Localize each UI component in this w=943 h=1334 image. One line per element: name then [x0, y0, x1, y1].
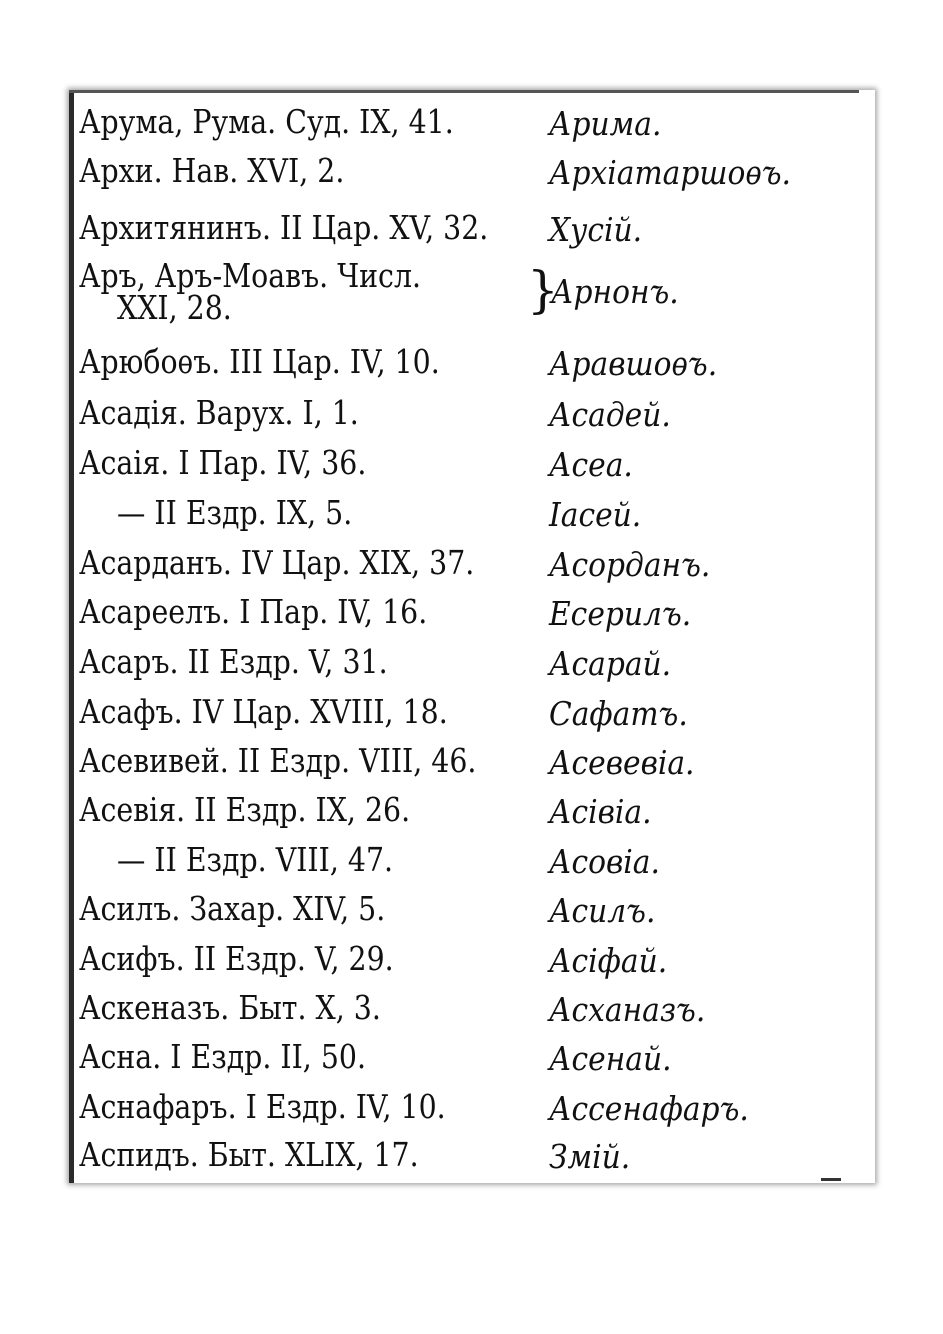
entry-slavonic: Ассенафаръ.: [549, 1089, 749, 1128]
entry-slavonic: Арнонъ.: [551, 272, 679, 311]
entry-reference: Арума, Рума. Суд. IX, 41.: [79, 102, 454, 141]
entry-reference: Аспидъ. Быт. XLIX, 17.: [79, 1135, 419, 1174]
entry-row: [69, 391, 875, 441]
entry-reference: Асафъ. IV Цар. XVIII, 18.: [79, 692, 448, 731]
entry-slavonic: Змій.: [549, 1137, 631, 1176]
entry-row: [69, 690, 875, 740]
entry-reference: Аръ, Аръ-Моавъ. Числ.: [79, 256, 422, 295]
entry-row: [69, 640, 875, 690]
entry-slavonic: Асеа.: [549, 445, 633, 484]
entry-reference: — II Ездр. IX, 5.: [117, 493, 353, 532]
entry-slavonic: Арима.: [549, 104, 662, 143]
entry-slavonic: Асіфай.: [549, 941, 668, 980]
entry-row: [69, 739, 875, 789]
entry-reference: Асна. I Ездр. II, 50.: [79, 1037, 366, 1076]
entry-reference: Архитянинъ. II Цар. XV, 32.: [79, 208, 489, 247]
entry-reference: Асадія. Варух. I, 1.: [79, 393, 359, 432]
entry-row: [69, 1133, 875, 1183]
entry-row: [69, 590, 875, 640]
entry-slavonic: Есерилъ.: [549, 594, 692, 633]
entry-row: [69, 887, 875, 937]
top-rule: [69, 90, 859, 93]
entry-reference: Асареелъ. I Пар. IV, 16.: [79, 592, 428, 631]
entry-slavonic: Асарай.: [549, 644, 672, 683]
entry-row: [69, 937, 875, 987]
entry-row: [69, 986, 875, 1036]
entry-row: [69, 254, 875, 336]
bottom-mark: [821, 1178, 841, 1181]
entry-row: [69, 838, 875, 888]
entry-row: [69, 441, 875, 491]
entry-row: [69, 149, 875, 199]
entry-reference: Аснафаръ. I Ездр. IV, 10.: [79, 1087, 446, 1126]
entry-reference: Архи. Нав. XVI, 2.: [79, 151, 345, 190]
entry-slavonic: Асевевіа.: [549, 743, 695, 782]
entry-reference: Асаръ. II Ездр. V, 31.: [79, 642, 388, 681]
entry-slavonic: Хусій.: [549, 210, 643, 249]
entry-row: [69, 206, 875, 256]
entry-slavonic: Асовіа.: [549, 842, 660, 881]
entry-slavonic: Асівіа.: [549, 792, 652, 831]
entry-reference: Асилъ. Захар. XIV, 5.: [79, 889, 386, 928]
entry-row: [69, 788, 875, 838]
entry-reference: Асевія. II Ездр. IX, 26.: [79, 790, 411, 829]
entry-reference-continuation: XXI, 28.: [117, 288, 232, 327]
entry-slavonic: Архіатаршоѳъ.: [549, 153, 792, 192]
entry-row: [69, 1035, 875, 1085]
entry-row: [69, 1085, 875, 1135]
entry-row: [69, 100, 875, 150]
entry-reference: Асевивей. II Ездр. VIII, 46.: [79, 741, 477, 780]
entry-slavonic: Асадей.: [549, 395, 671, 434]
entry-slavonic: Іасей.: [549, 495, 642, 534]
entry-reference: Асифъ. II Ездр. V, 29.: [79, 939, 394, 978]
entry-slavonic: Асенай.: [549, 1039, 672, 1078]
entry-row: [69, 541, 875, 591]
entry-reference: Асарданъ. IV Цар. XIX, 37.: [79, 543, 475, 582]
entry-slavonic: Асханазъ.: [549, 990, 706, 1029]
dictionary-page: [69, 90, 875, 1183]
grouping-brace: }: [527, 261, 559, 319]
entry-slavonic: Асилъ.: [549, 891, 656, 930]
entry-reference: Аскеназъ. Быт. X, 3.: [79, 988, 381, 1027]
entry-reference: — II Ездр. VIII, 47.: [117, 840, 394, 879]
entry-slavonic: Сафатъ.: [549, 694, 688, 733]
entry-reference: Арюбоѳъ. III Цар. IV, 10.: [79, 342, 440, 381]
entry-slavonic: Аравшоѳъ.: [549, 344, 718, 383]
entry-row: [69, 491, 875, 541]
entry-reference: Асаія. I Пар. IV, 36.: [79, 443, 367, 482]
entry-slavonic: Асорданъ.: [549, 545, 711, 584]
entry-row: [69, 340, 875, 390]
